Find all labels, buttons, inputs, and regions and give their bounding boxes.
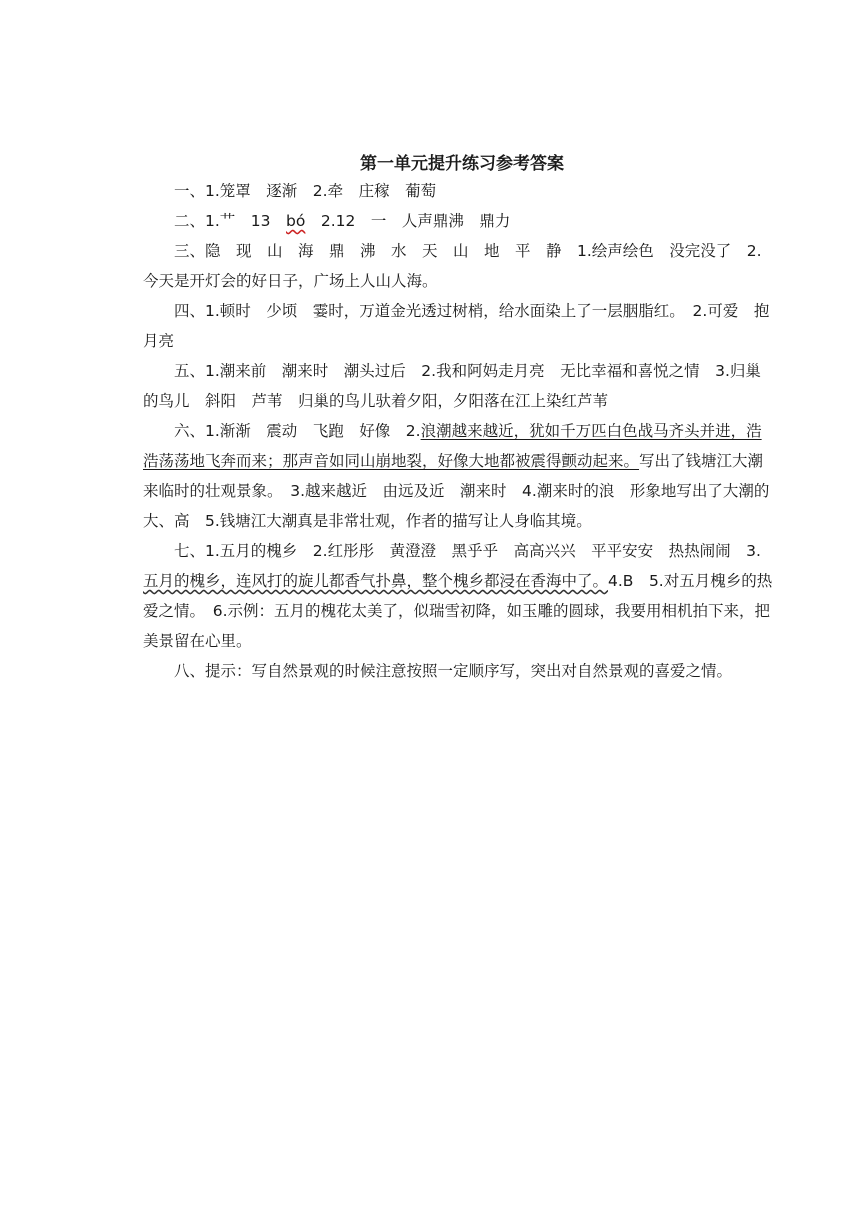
answer-section-6	[143, 416, 773, 536]
answer-section-7	[143, 536, 773, 656]
answer-section-5: 五、1.潮来前 潮来时 潮头过后 2.我和阿妈走月亮 无比幸福和喜悦之情 3.归巢的鸟儿 斜阳 芦苇 归巢的鸟儿驮着夕阳，夕阳落在江上染红芦苇	[143, 362, 761, 410]
pinyin-annotation: bó	[286, 212, 306, 230]
answer-section-6-part-a: 六、1.渐渐 震动 飞跑 好像 2.	[174, 422, 421, 440]
answer-section-7-part-a: 七、1.五月的槐乡 2.红彤彤 黄澄澄 黑乎乎 高高兴兴 平平安安 热热闹闹 3.	[174, 542, 761, 560]
underlined-sentence: 浪潮越来越近，犹如千万匹白色战马齐头并进，浩浩荡荡地飞奔而来；那声音如同山崩地裂，好像大地都被震得颤动起来。	[143, 422, 762, 470]
answer-body	[143, 176, 785, 686]
answer-section-7-part-b: 4.B 5.对五月槐乡的热爱之情。 6.示例：五月的槐花太美了，似瑞雪初降，如玉雕的圆球，我要用相机拍下来，把美景留在心里。	[143, 572, 773, 650]
answer-section-4: 四、1.顿时 少顷 霎时，万道金光透过树梢，给水面染上了一层胭脂红。 2.可爱 抱 月亮	[143, 302, 785, 350]
page-title: 第一单元提升练习参考答案	[360, 154, 564, 174]
answer-section-8: 八、提示：写自然景观的时候注意按照一定顺序写，突出对自然景观的喜爱之情。	[174, 662, 733, 680]
wavy-underlined-sentence: 五月的槐乡，连风打的旋儿都香气扑鼻，整个槐乡都浸在香海中了。	[143, 572, 609, 590]
answer-section-6-part-b: 写出了钱塘江大潮来临时的壮观景象。 3.越来越近 由远及近 潮来时 4.潮来时的浪 形象地写出了大潮的大、高 5.钱塘江大潮真是非常壮观，作者的描写让人身临其境。	[143, 452, 770, 530]
answer-section-3: 三、隐 现 山 海 鼎 沸 水 天 山 地 平 静 1.绘声绘色 没完没了 2.今天是开灯会的好日子，广场上人山人海。	[143, 242, 762, 290]
answer-section-2-part-b: 2.12 一 人声鼎沸 鼎力	[305, 212, 511, 230]
answer-section-1: 一、1.笼罩 逐渐 2.牵 庄稼 葡萄	[174, 182, 437, 200]
answer-section-2-part-a: 二、1.艹 13	[174, 212, 287, 230]
answer-section-2	[143, 206, 773, 236]
